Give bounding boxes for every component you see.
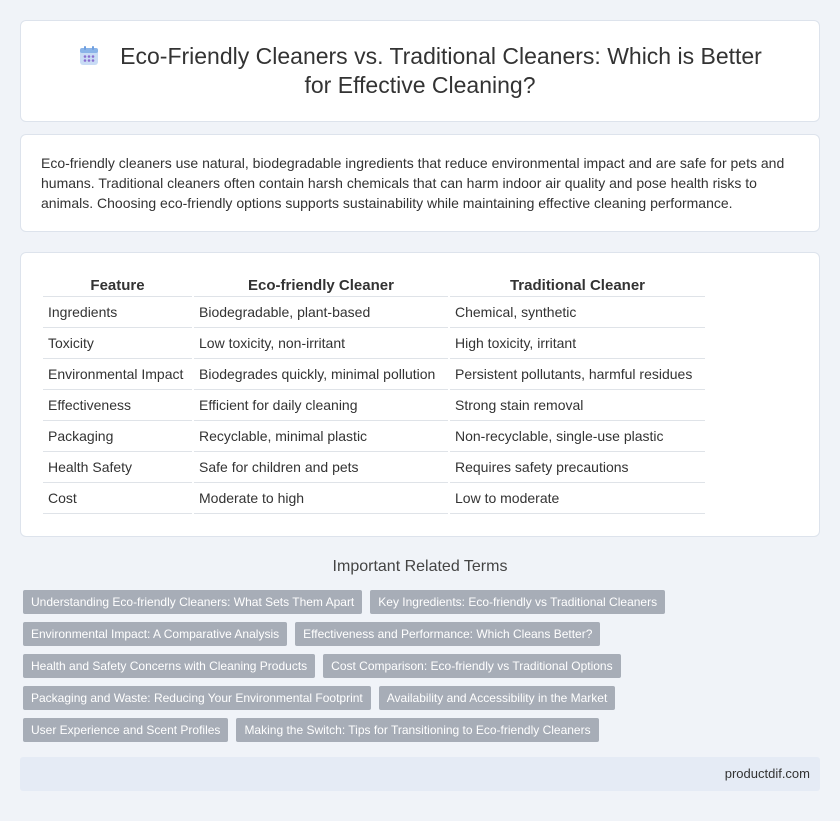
table-cell-feature: Effectiveness	[43, 390, 192, 421]
table-cell-eco: Low toxicity, non-irritant	[194, 328, 448, 359]
related-term-tag[interactable]: Understanding Eco-friendly Cleaners: What Sets Them Apart	[23, 590, 362, 614]
footer-bar	[20, 757, 820, 791]
table-row	[43, 297, 705, 328]
related-term-tag[interactable]: Availability and Accessibility in the Market	[379, 686, 616, 710]
related-term-tag[interactable]: Health and Safety Concerns with Cleaning Products	[23, 654, 315, 678]
related-terms-tags	[23, 590, 723, 750]
comparison-table	[41, 275, 707, 514]
table-cell-traditional: Persistent pollutants, harmful residues	[450, 359, 705, 390]
table-row	[43, 359, 705, 390]
table-cell-traditional: Low to moderate	[450, 483, 705, 514]
intro-card	[20, 134, 820, 232]
table-cell-traditional: Non-recyclable, single-use plastic	[450, 421, 705, 452]
intro-paragraph: Eco-friendly cleaners use natural, biodegradable ingredients that reduce environmental impact and are safe for pets and humans. Traditional cleaners often contain harsh chemicals that can harm indoor air quality and pose health risks to animals. Choosing eco-friendly options supports sustainability while maintaining effective cleaning performance.	[41, 155, 785, 211]
table-header-row	[43, 275, 705, 297]
tag-row	[23, 686, 723, 710]
tag-row	[23, 654, 723, 678]
table-cell-feature: Packaging	[43, 421, 192, 452]
table-cell-eco: Recyclable, minimal plastic	[194, 421, 448, 452]
table-row	[43, 483, 705, 514]
table-row	[43, 452, 705, 483]
table-cell-eco: Moderate to high	[194, 483, 448, 514]
title-card	[20, 20, 820, 122]
page-title: Eco-Friendly Cleaners vs. Traditional Cleaners: Which is Better for Effective Cleaning?	[120, 43, 762, 98]
table-row	[43, 328, 705, 359]
table-cell-traditional: Strong stain removal	[450, 390, 705, 421]
table-row	[43, 421, 705, 452]
table-cell-feature: Toxicity	[43, 328, 192, 359]
related-term-tag[interactable]: User Experience and Scent Profiles	[23, 718, 228, 742]
table-cell-feature: Health Safety	[43, 452, 192, 483]
tag-row	[23, 590, 723, 614]
table-cell-feature: Cost	[43, 483, 192, 514]
related-term-tag[interactable]: Environmental Impact: A Comparative Analysis	[23, 622, 287, 646]
header-feature: Feature	[43, 275, 192, 297]
table-cell-traditional: Requires safety precautions	[450, 452, 705, 483]
table-cell-eco: Biodegrades quickly, minimal pollution	[194, 359, 448, 390]
comparison-table-card	[20, 252, 820, 537]
header-eco: Eco-friendly Cleaner	[194, 275, 448, 297]
table-cell-traditional: High toxicity, irritant	[450, 328, 705, 359]
tag-row	[23, 622, 723, 646]
table-cell-eco: Safe for children and pets	[194, 452, 448, 483]
related-term-tag[interactable]: Packaging and Waste: Reducing Your Environmental Footprint	[23, 686, 371, 710]
table-row	[43, 390, 705, 421]
related-terms-heading: Important Related Terms	[332, 558, 508, 575]
related-term-tag[interactable]: Cost Comparison: Eco-friendly vs Traditional Options	[323, 654, 620, 678]
page-title-wrap	[70, 42, 770, 100]
header-traditional: Traditional Cleaner	[450, 275, 705, 297]
tag-row	[23, 718, 723, 742]
related-term-tag[interactable]: Making the Switch: Tips for Transitioning to Eco-friendly Cleaners	[236, 718, 598, 742]
related-term-tag[interactable]: Key Ingredients: Eco-friendly vs Traditional Cleaners	[370, 590, 665, 614]
table-cell-feature: Environmental Impact	[43, 359, 192, 390]
calendar-icon	[78, 45, 100, 67]
related-term-tag[interactable]: Effectiveness and Performance: Which Cleans Better?	[295, 622, 600, 646]
table-cell-eco: Efficient for daily cleaning	[194, 390, 448, 421]
table-cell-feature: Ingredients	[43, 297, 192, 328]
footer-site-link[interactable]: productdif.com	[724, 766, 810, 781]
table-cell-eco: Biodegradable, plant-based	[194, 297, 448, 328]
table-cell-traditional: Chemical, synthetic	[450, 297, 705, 328]
